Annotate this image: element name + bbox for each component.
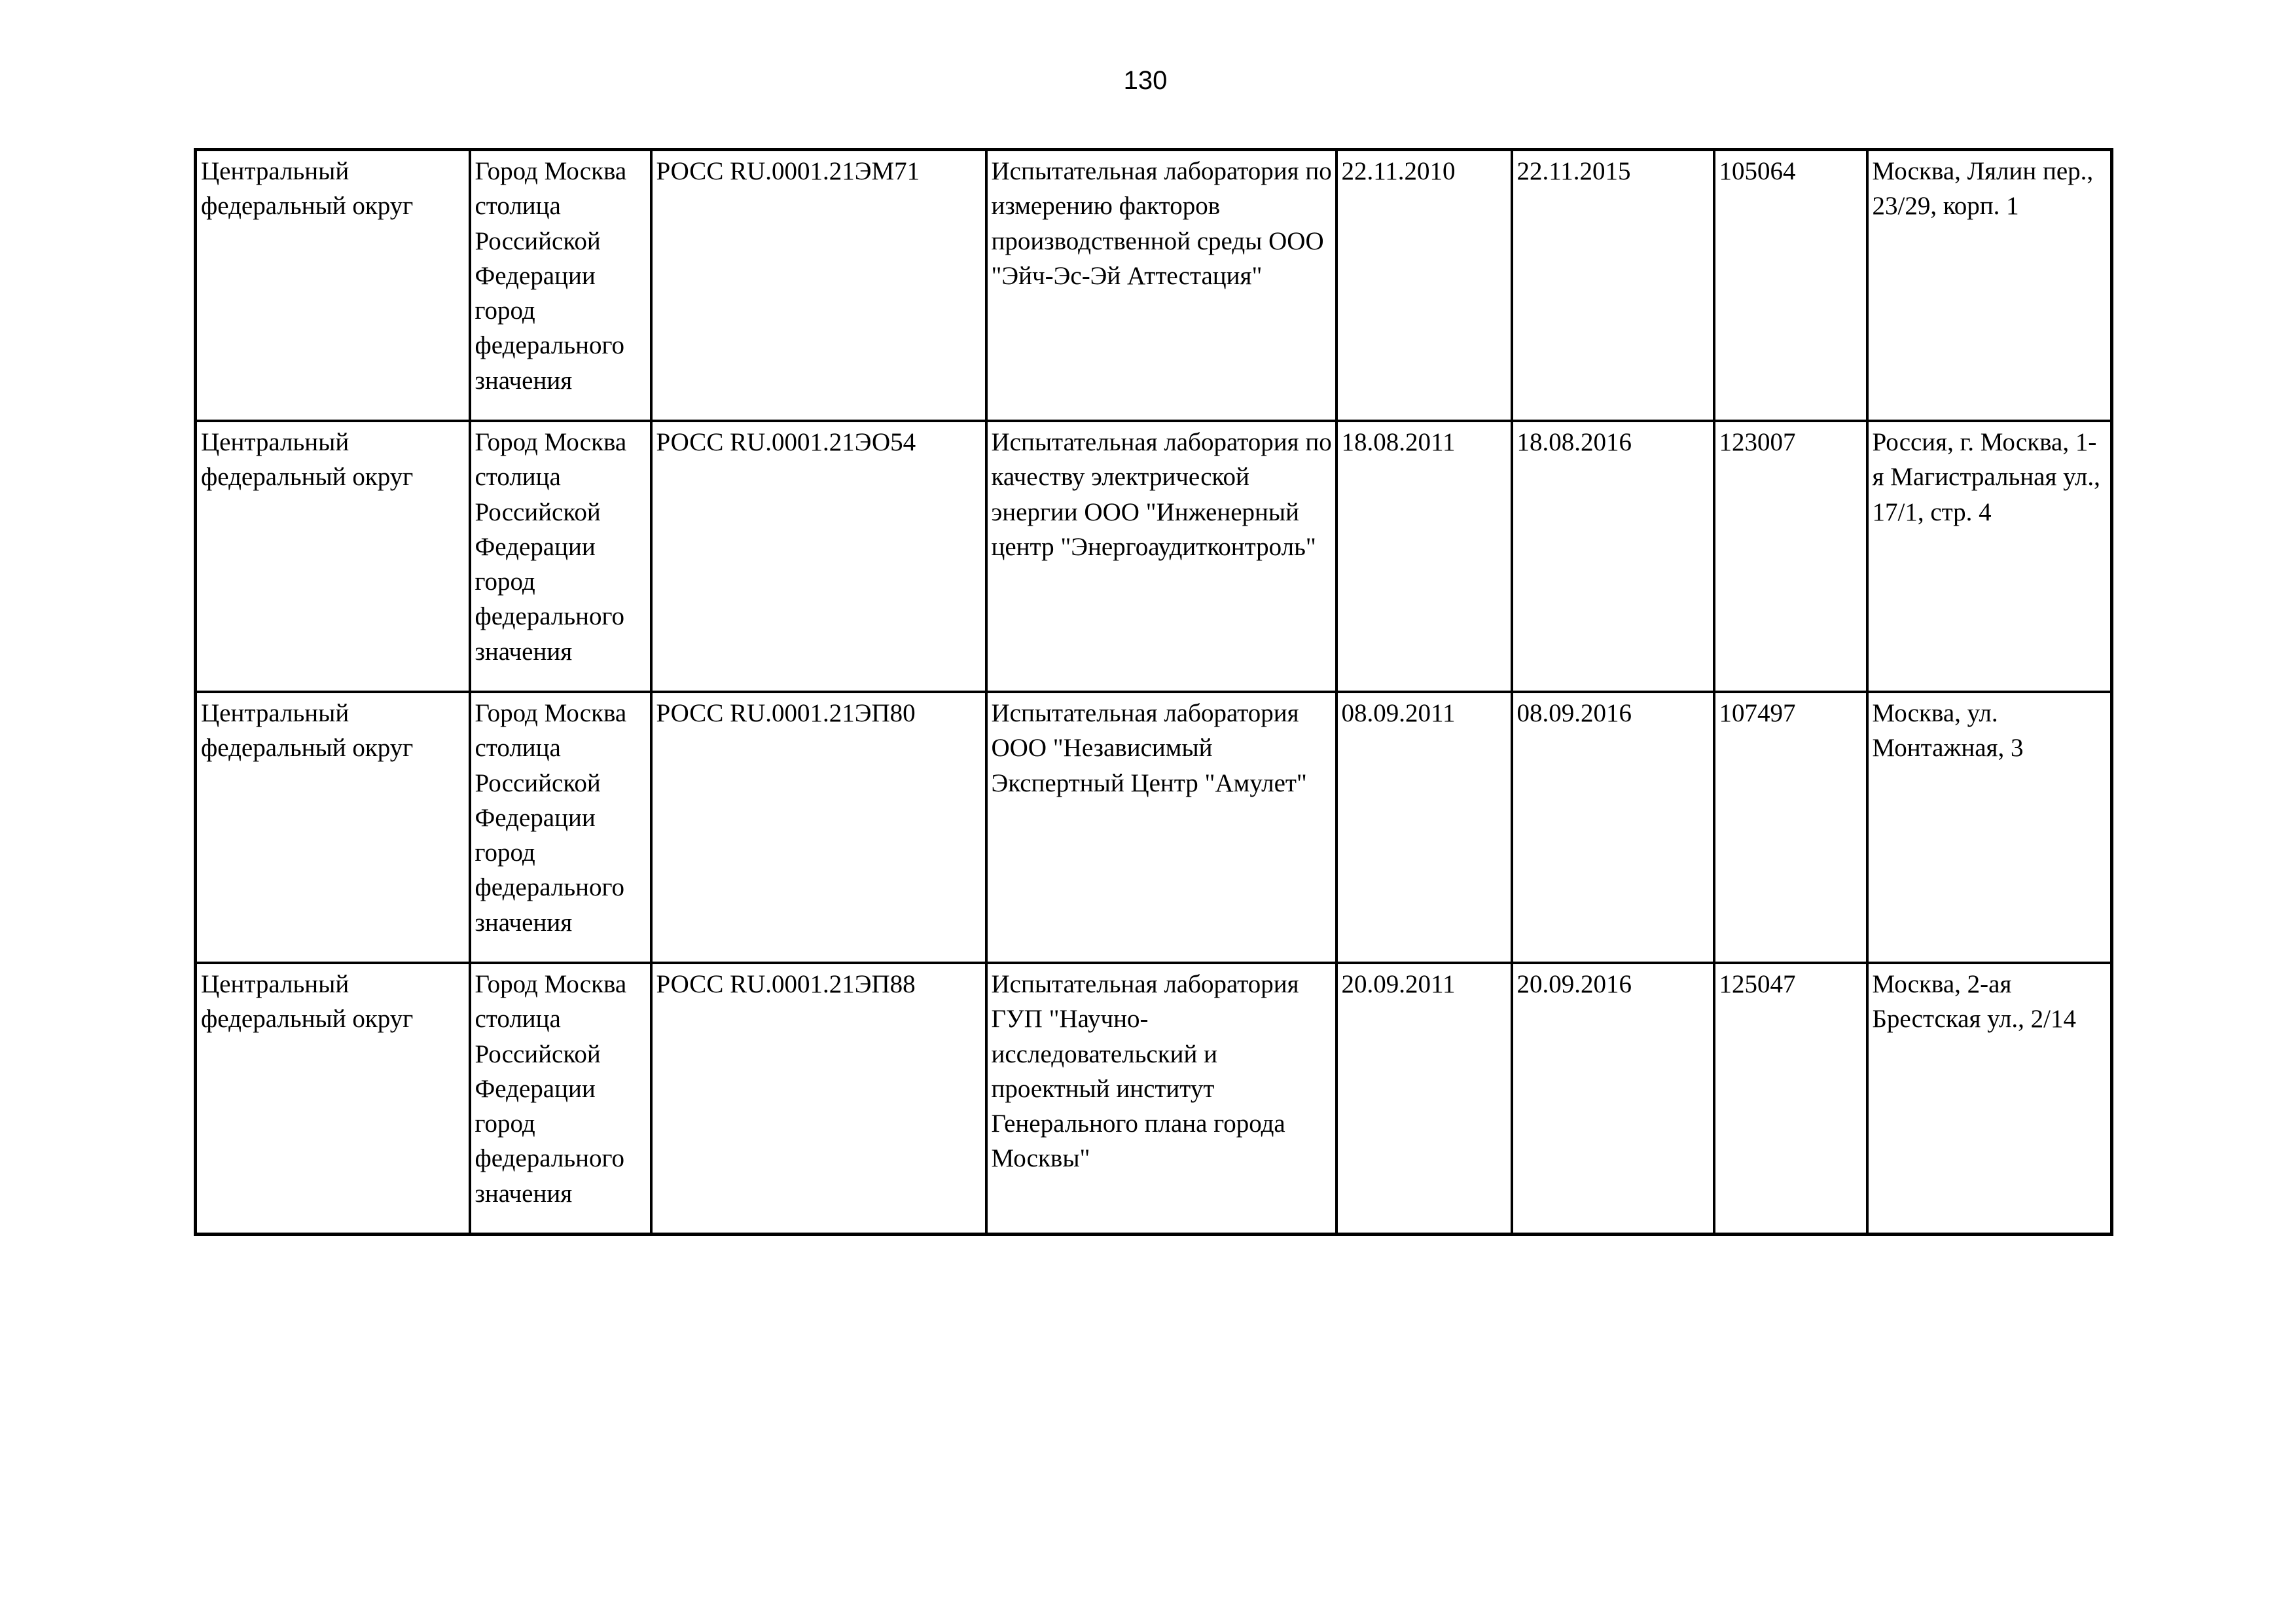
accreditation-cell: РОСС RU.0001.21ЭП80 bbox=[651, 692, 986, 963]
district-cell: Центральный федеральный округ bbox=[196, 150, 470, 422]
laboratory-cell: Испытательная лаборатория ГУП "Научно-исследовательский и проектный институт Генерального плана города Москвы" bbox=[986, 963, 1336, 1235]
subject-cell: Город Москва столица Российской Федерации город федерального значения bbox=[470, 692, 651, 963]
subject-cell: Город Москва столица Российской Федерации город федерального значения bbox=[470, 150, 651, 422]
date-expires-cell: 08.09.2016 bbox=[1512, 692, 1714, 963]
district-cell: Центральный федеральный округ bbox=[196, 692, 470, 963]
table-row bbox=[196, 692, 2112, 963]
date-issued-cell: 22.11.2010 bbox=[1336, 150, 1512, 422]
laboratory-cell: Испытательная лаборатория по измерению факторов производственной среды ООО "Эйч-Эс-Эй Аттестация" bbox=[986, 150, 1336, 422]
subject-cell: Город Москва столица Российской Федерации город федерального значения bbox=[470, 421, 651, 692]
subject-cell: Город Москва столица Российской Федерации город федерального значения bbox=[470, 963, 651, 1235]
date-issued-cell: 20.09.2011 bbox=[1336, 963, 1512, 1235]
date-expires-cell: 22.11.2015 bbox=[1512, 150, 1714, 422]
address-cell: Москва, Лялин пер., 23/29, корп. 1 bbox=[1867, 150, 2112, 422]
date-expires-cell: 20.09.2016 bbox=[1512, 963, 1714, 1235]
table-row bbox=[196, 150, 2112, 422]
page-number: 130 bbox=[1123, 66, 1168, 95]
accreditation-cell: РОСС RU.0001.21ЭМ71 bbox=[651, 150, 986, 422]
postal-code-cell: 125047 bbox=[1714, 963, 1867, 1235]
accreditation-cell: РОСС RU.0001.21ЭО54 bbox=[651, 421, 986, 692]
address-cell: Россия, г. Москва, 1-я Магистральная ул., 17/1, стр. 4 bbox=[1867, 421, 2112, 692]
accreditation-cell: РОСС RU.0001.21ЭП88 bbox=[651, 963, 986, 1235]
postal-code-cell: 105064 bbox=[1714, 150, 1867, 422]
date-issued-cell: 18.08.2011 bbox=[1336, 421, 1512, 692]
laboratory-registry-table bbox=[194, 148, 2113, 1236]
table-row bbox=[196, 421, 2112, 692]
laboratory-cell: Испытательная лаборатория по качеству электрической энергии ООО "Инженерный центр "Энергоаудитконтроль" bbox=[986, 421, 1336, 692]
laboratory-cell: Испытательная лаборатория ООО "Независимый Экспертный Центр "Амулет" bbox=[986, 692, 1336, 963]
district-cell: Центральный федеральный округ bbox=[196, 421, 470, 692]
table-row bbox=[196, 963, 2112, 1235]
postal-code-cell: 107497 bbox=[1714, 692, 1867, 963]
postal-code-cell: 123007 bbox=[1714, 421, 1867, 692]
date-expires-cell: 18.08.2016 bbox=[1512, 421, 1714, 692]
date-issued-cell: 08.09.2011 bbox=[1336, 692, 1512, 963]
address-cell: Москва, ул. Монтажная, 3 bbox=[1867, 692, 2112, 963]
address-cell: Москва, 2-ая Брестская ул., 2/14 bbox=[1867, 963, 2112, 1235]
district-cell: Центральный федеральный округ bbox=[196, 963, 470, 1235]
